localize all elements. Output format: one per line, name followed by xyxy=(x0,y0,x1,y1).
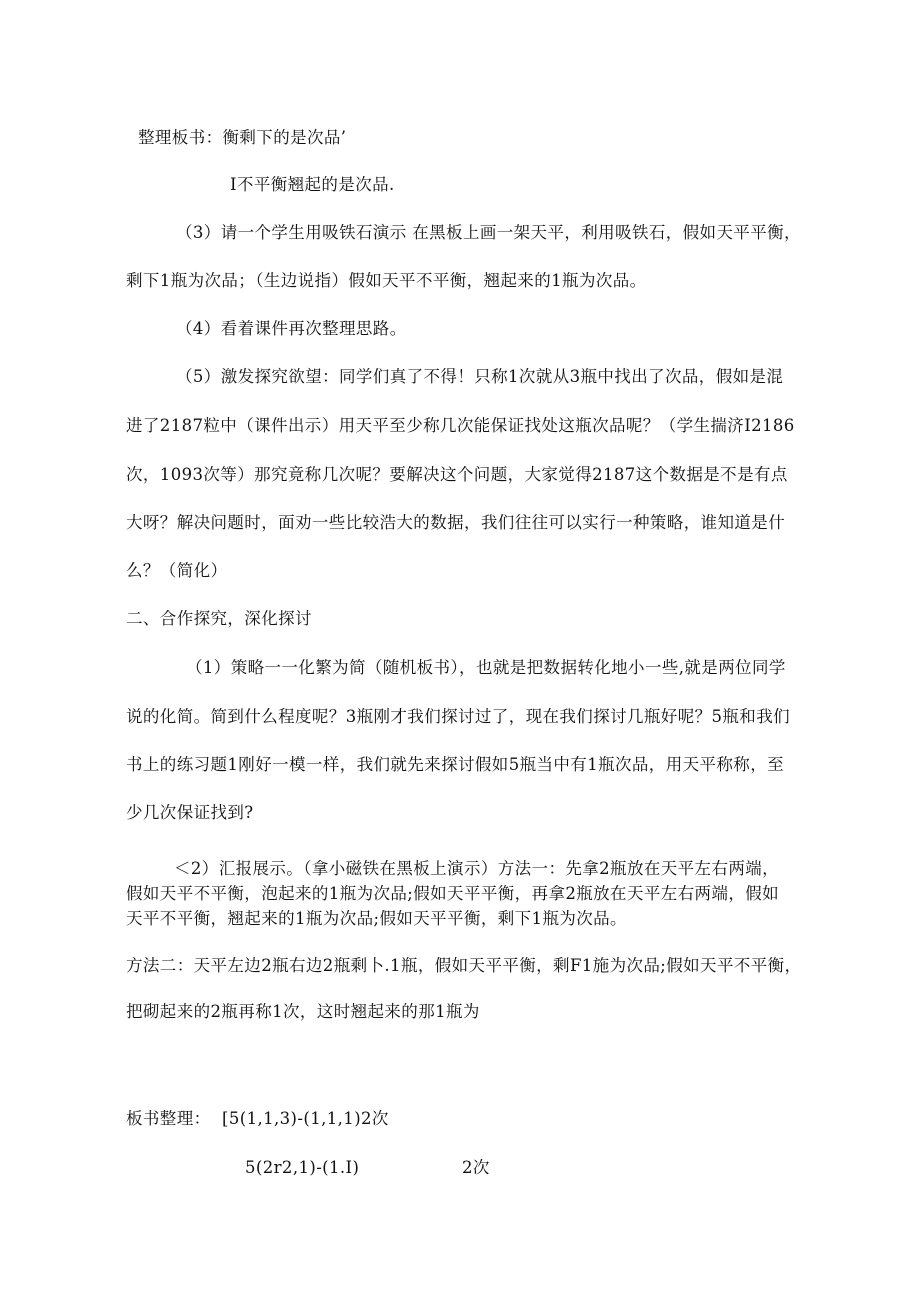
board-arrangement-label: 板书整理： xyxy=(126,1109,211,1128)
report-line-3: 天平不平衡，翘起来的1瓶为次品;假如天平平衡，剩下1瓶为次品。 xyxy=(126,909,627,928)
strategy-line-4: 少几次保证找到? xyxy=(126,803,254,822)
paragraph-3-line-2: 剩下1瓶为次品；（生边说指）假如天平不平衡，翘起来的1瓶为次品。 xyxy=(126,271,647,290)
board-summary-unbalanced: I不平衡翘起的是次品. xyxy=(230,175,395,194)
board-arrangement-row-2-count: 2次 xyxy=(462,1158,490,1177)
strategy-line-3: 书上的练习题1刚好一模一样，我们就先来探讨假如5瓶当中有1瓶次品，用天平称称，至 xyxy=(126,755,784,774)
paragraph-5-line-2: 进了2187粒中（课件出示）用天平至少称几次能保证找处这瓶次品呢？（学生揣济I2186 xyxy=(126,416,795,435)
method-two-line-2: 把砌起来的2瓶再称1次，这时翘起来的那1瓶为 xyxy=(126,1002,480,1021)
paragraph-5-line-5: 么？（简化） xyxy=(126,561,228,580)
paragraph-5-line-1: （5）激发探究欲望：同学们真了不得！只称1次就从3瓶中找出了次品，假如是混 xyxy=(176,367,784,386)
report-line-1: ＜2）汇报展示。（拿小磁铁在黑板上演示）方法一：先拿2瓶放在天平左右两端， xyxy=(174,859,780,878)
board-summary-heading: 整理板书：衡剩下的是次品’ xyxy=(138,128,347,147)
paragraph-3-line-1: （3）请一个学生用吸铁石演示 在黑板上画一架天平，利用吸铁石，假如天平平衡， xyxy=(176,223,801,242)
paragraph-5-line-4: 大呀？解决问题时，面劝一些比较浩大的数据，我们往往可以实行一种策略，谁知道是什 xyxy=(126,513,786,532)
method-two-line-1: 方法二：天平左边2瓶右边2瓶剩卜.1瓶，假如天平平衡，剩F1施为次品;假如天平不平衡， xyxy=(126,956,802,975)
board-arrangement-row-2-expression: 5(2r2,1)-(1.I) xyxy=(245,1158,360,1177)
report-line-2: 假如天平不平衡，泡起来的1瓶为次品;假如天平平衡，再拿2瓶放在天平左右两端，假如 xyxy=(126,884,780,903)
board-arrangement-row-1: [5(1,1,3)-(1,1,1)2次 xyxy=(222,1109,389,1128)
paragraph-5-line-3: 次，1093次等）那究竟称几次呢？要解决这个问题，大家觉得2187这个数据是不是有点 xyxy=(126,465,788,484)
strategy-line-1: （1）策略一一化繁为简（随机板书），也就是把数据转化地小一些,就是两位同学 xyxy=(186,658,786,677)
paragraph-4: （4）看着课件再次整理思路。 xyxy=(176,319,407,338)
strategy-line-2: 说的化简。简到什么程度呢？3瓶刚才我们探讨过了，现在我们探讨几瓶好呢？5瓶和我们 xyxy=(126,707,790,726)
section-heading-cooperative: 二、合作探究，深化探讨 xyxy=(126,609,312,628)
